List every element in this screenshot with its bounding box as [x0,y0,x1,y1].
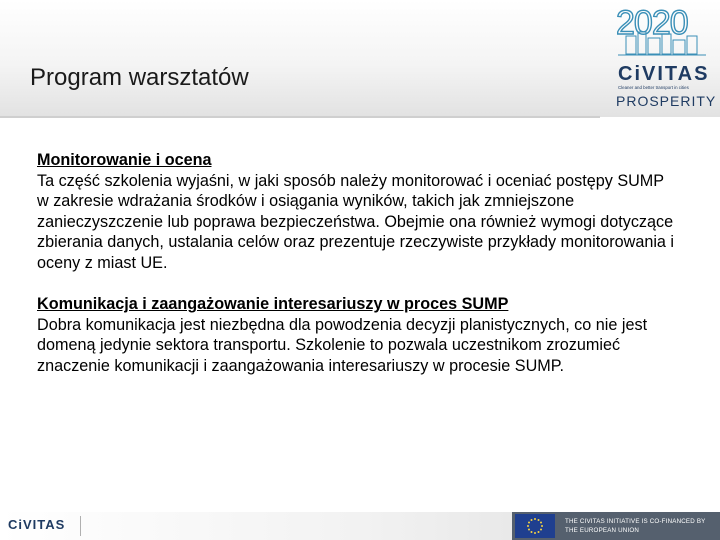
logo-tagline: Cleaner and better transport in cities [618,85,689,90]
eu-cofinance-text [565,517,717,535]
logo-project: PROSPERITY [616,93,717,109]
content-area [37,150,677,397]
header-divider [0,116,600,118]
eu-flag-icon [515,514,555,538]
slide-title: Program warsztatów [30,64,249,91]
logo-year: 2020 [616,4,688,42]
footer-civitas-logo: CiVITAS [8,517,66,532]
civitas-prosperity-logo [608,0,718,116]
eu-text-line2: THE EUROPEAN UNION [565,527,640,534]
section-body: Dobra komunikacja jest niezbędna dla powodzenia decyzji planistycznych, co nie jest domeną jedynie sektora transportu. Szkolenie to pozwala uczestnikom zrozumieć znaczenie komunikacji i zaangażowania interesariuszy w procesie SUMP. [37,315,648,375]
eu-text-line1: THE CIVITAS INITIATIVE IS CO-FINANCED BY [565,518,706,525]
section-heading: Komunikacja i zaangażowanie interesariuszy w proces SUMP [37,295,509,314]
footer-divider [80,516,81,536]
section-monitoring [37,150,677,274]
logo-brand: CiVITAS [618,63,710,85]
section-communication [37,294,677,376]
section-body: Ta część szkolenia wyjaśni, w jaki sposób należy monitorować i oceniać postępy SUMP w zakresie wdrażania środków i osiągania wyników, takich jak zmniejszone zanieczyszczenie lub poprawa bezpieczeństwa. Obejmie ona również wymogi dotyczące zbierania danych, ustalania celów oraz prezentuje rzeczywiste przykłady monitorowania i oceny z miast UE. [37,171,675,272]
section-heading: Monitorowanie i ocena [37,151,212,169]
